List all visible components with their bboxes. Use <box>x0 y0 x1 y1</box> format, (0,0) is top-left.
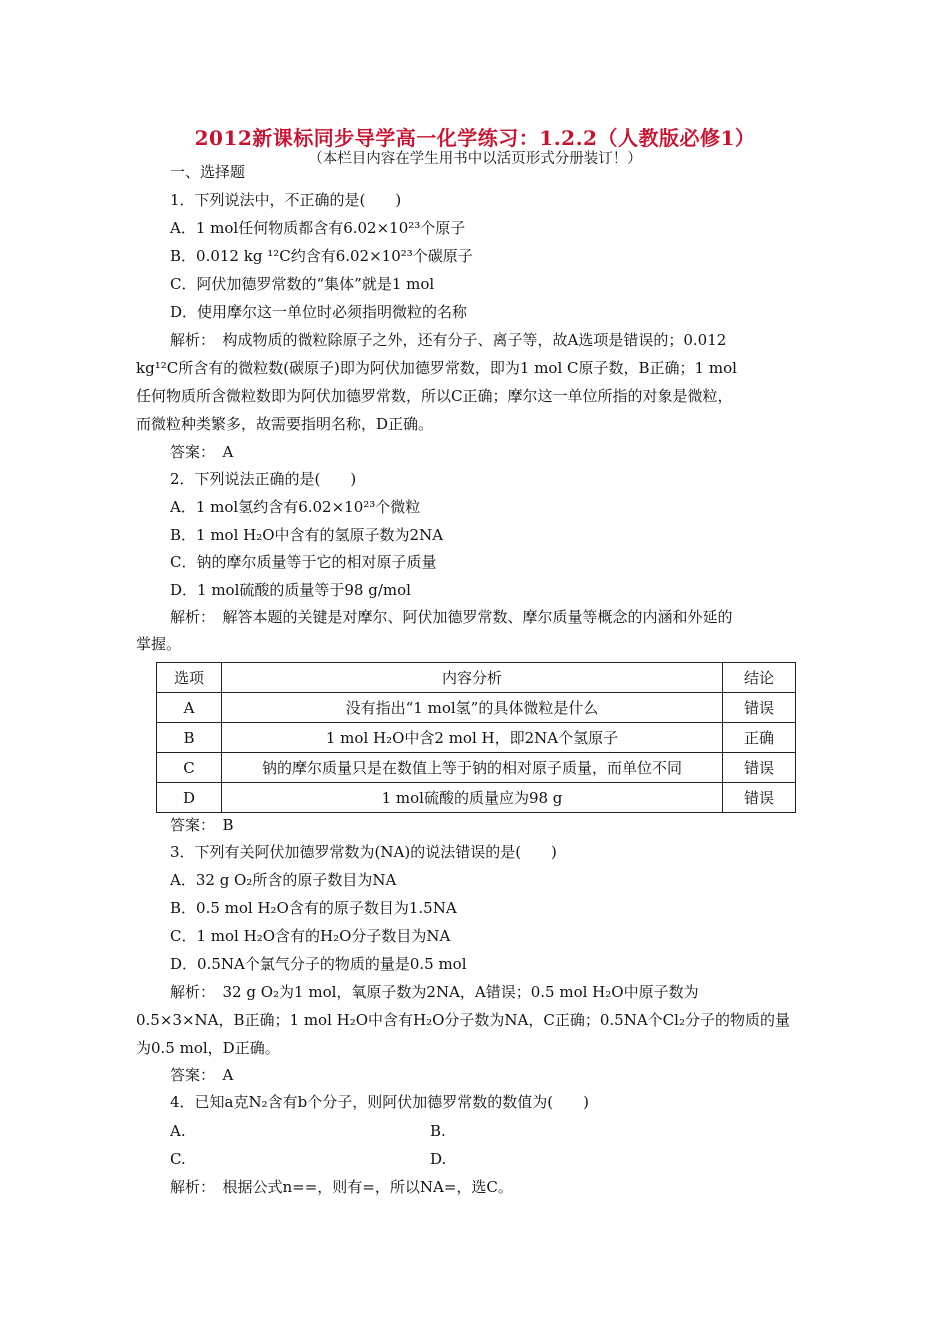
q3-option-b: B．0.5 mol H₂O含有的原子数目为1.5NA <box>170 899 457 917</box>
q1-answer: 答案： A <box>170 443 234 461</box>
analysis-table <box>156 662 796 813</box>
q4-analysis: 解析： 根据公式n==，则有=，所以NA=，选C。 <box>170 1178 513 1196</box>
q1-analysis-line: 而微粒种类繁多，故需要指明名称，D正确。 <box>136 415 434 433</box>
q1-stem: 1．下列说法中，不正确的是( ) <box>170 191 402 209</box>
q3-answer: 答案： A <box>170 1066 234 1084</box>
table-header-cell: 结论 <box>723 663 796 693</box>
section-heading: 一、选择题 <box>170 163 246 181</box>
q4-option-d: D. <box>430 1150 447 1168</box>
table-cell: 错误 <box>723 783 796 813</box>
q3-stem: 3．下列有关阿伏加德罗常数为(NA)的说法错误的是( ) <box>170 843 557 861</box>
table-cell: C <box>157 753 222 783</box>
q1-option-b: B．0.012 kg ¹²C约含有6.02×10²³个碳原子 <box>170 247 473 265</box>
q1-analysis-line: kg¹²C所含有的微粒数(碳原子)即为阿伏加德罗常数，即为1 mol C原子数，B正确；1 mol <box>136 359 737 377</box>
table-cell: 错误 <box>723 753 796 783</box>
table-cell: A <box>157 693 222 723</box>
table-cell: 错误 <box>723 693 796 723</box>
table-cell: 正确 <box>723 723 796 753</box>
table-header-cell: 选项 <box>157 663 222 693</box>
q2-option-a: A．1 mol氢约含有6.02×10²³个微粒 <box>170 498 421 516</box>
q3-analysis-line: 解析： 32 g O₂为1 mol，氧原子数为2NA，A错误；0.5 mol H₂O中原子数为 <box>170 983 699 1001</box>
table-row <box>157 753 796 783</box>
q2-analysis-line: 掌握。 <box>136 635 182 653</box>
table-cell: B <box>157 723 222 753</box>
table-row <box>157 693 796 723</box>
q4-stem: 4．已知a克N₂含有b个分子，则阿伏加德罗常数的数值为( ) <box>170 1093 589 1111</box>
q3-analysis-line: 0.5×3×NA，B正确；1 mol H₂O中含有H₂O分子数为NA，C正确；0.5NA个Cl₂分子的物质的量 <box>136 1011 790 1029</box>
table-row <box>157 723 796 753</box>
page-subtitle: （本栏目内容在学生用书中以活页形式分册装订！） <box>308 151 642 167</box>
table-cell: 钠的摩尔质量只是在数值上等于钠的相对原子质量，而单位不同 <box>222 753 723 783</box>
q4-option-a: A. <box>170 1122 186 1140</box>
q2-option-b: B．1 mol H₂O中含有的氢原子数为2NA <box>170 526 444 544</box>
table-header-row <box>157 663 796 693</box>
q3-analysis-line: 为0.5 mol，D正确。 <box>136 1039 280 1057</box>
q2-option-c: C．钠的摩尔质量等于它的相对原子质量 <box>170 553 437 571</box>
table-cell: 没有指出“1 mol氢”的具体微粒是什么 <box>222 693 723 723</box>
q2-option-d: D．1 mol硫酸的质量等于98 g/mol <box>170 581 411 599</box>
q4-option-c: C. <box>170 1150 186 1168</box>
q2-answer: 答案： B <box>170 816 234 834</box>
q1-analysis-line: 任何物质所含微粒数即为阿伏加德罗常数，所以C正确；摩尔这一单位所指的对象是微粒， <box>136 387 733 405</box>
table-header-cell: 内容分析 <box>222 663 723 693</box>
q1-analysis-line: 解析： 构成物质的微粒除原子之外，还有分子、离子等，故A选项是错误的；0.012 <box>170 331 727 349</box>
q3-option-d: D．0.5NA个氯气分子的物质的量是0.5 mol <box>170 955 467 973</box>
page-title: 2012新课标同步导学高一化学练习：1.2.2（人教版必修1） <box>194 126 756 150</box>
table-cell: 1 mol硫酸的质量应为98 g <box>222 783 723 813</box>
q1-option-c: C．阿伏加德罗常数的“集体”就是1 mol <box>170 275 435 293</box>
table-row <box>157 783 796 813</box>
table-cell: 1 mol H₂O中含2 mol H，即2NA个氢原子 <box>222 723 723 753</box>
q1-option-d: D．使用摩尔这一单位时必须指明微粒的名称 <box>170 303 468 321</box>
q2-analysis-line: 解析： 解答本题的关键是对摩尔、阿伏加德罗常数、摩尔质量等概念的内涵和外延的 <box>170 608 733 626</box>
q3-option-a: A．32 g O₂所含的原子数目为NA <box>170 871 397 889</box>
q4-option-b: B. <box>430 1122 446 1140</box>
q1-option-a: A．1 mol任何物质都含有6.02×10²³个原子 <box>170 219 466 237</box>
q2-stem: 2．下列说法正确的是( ) <box>170 470 357 488</box>
q3-option-c: C．1 mol H₂O含有的H₂O分子数目为NA <box>170 927 451 945</box>
table-cell: D <box>157 783 222 813</box>
